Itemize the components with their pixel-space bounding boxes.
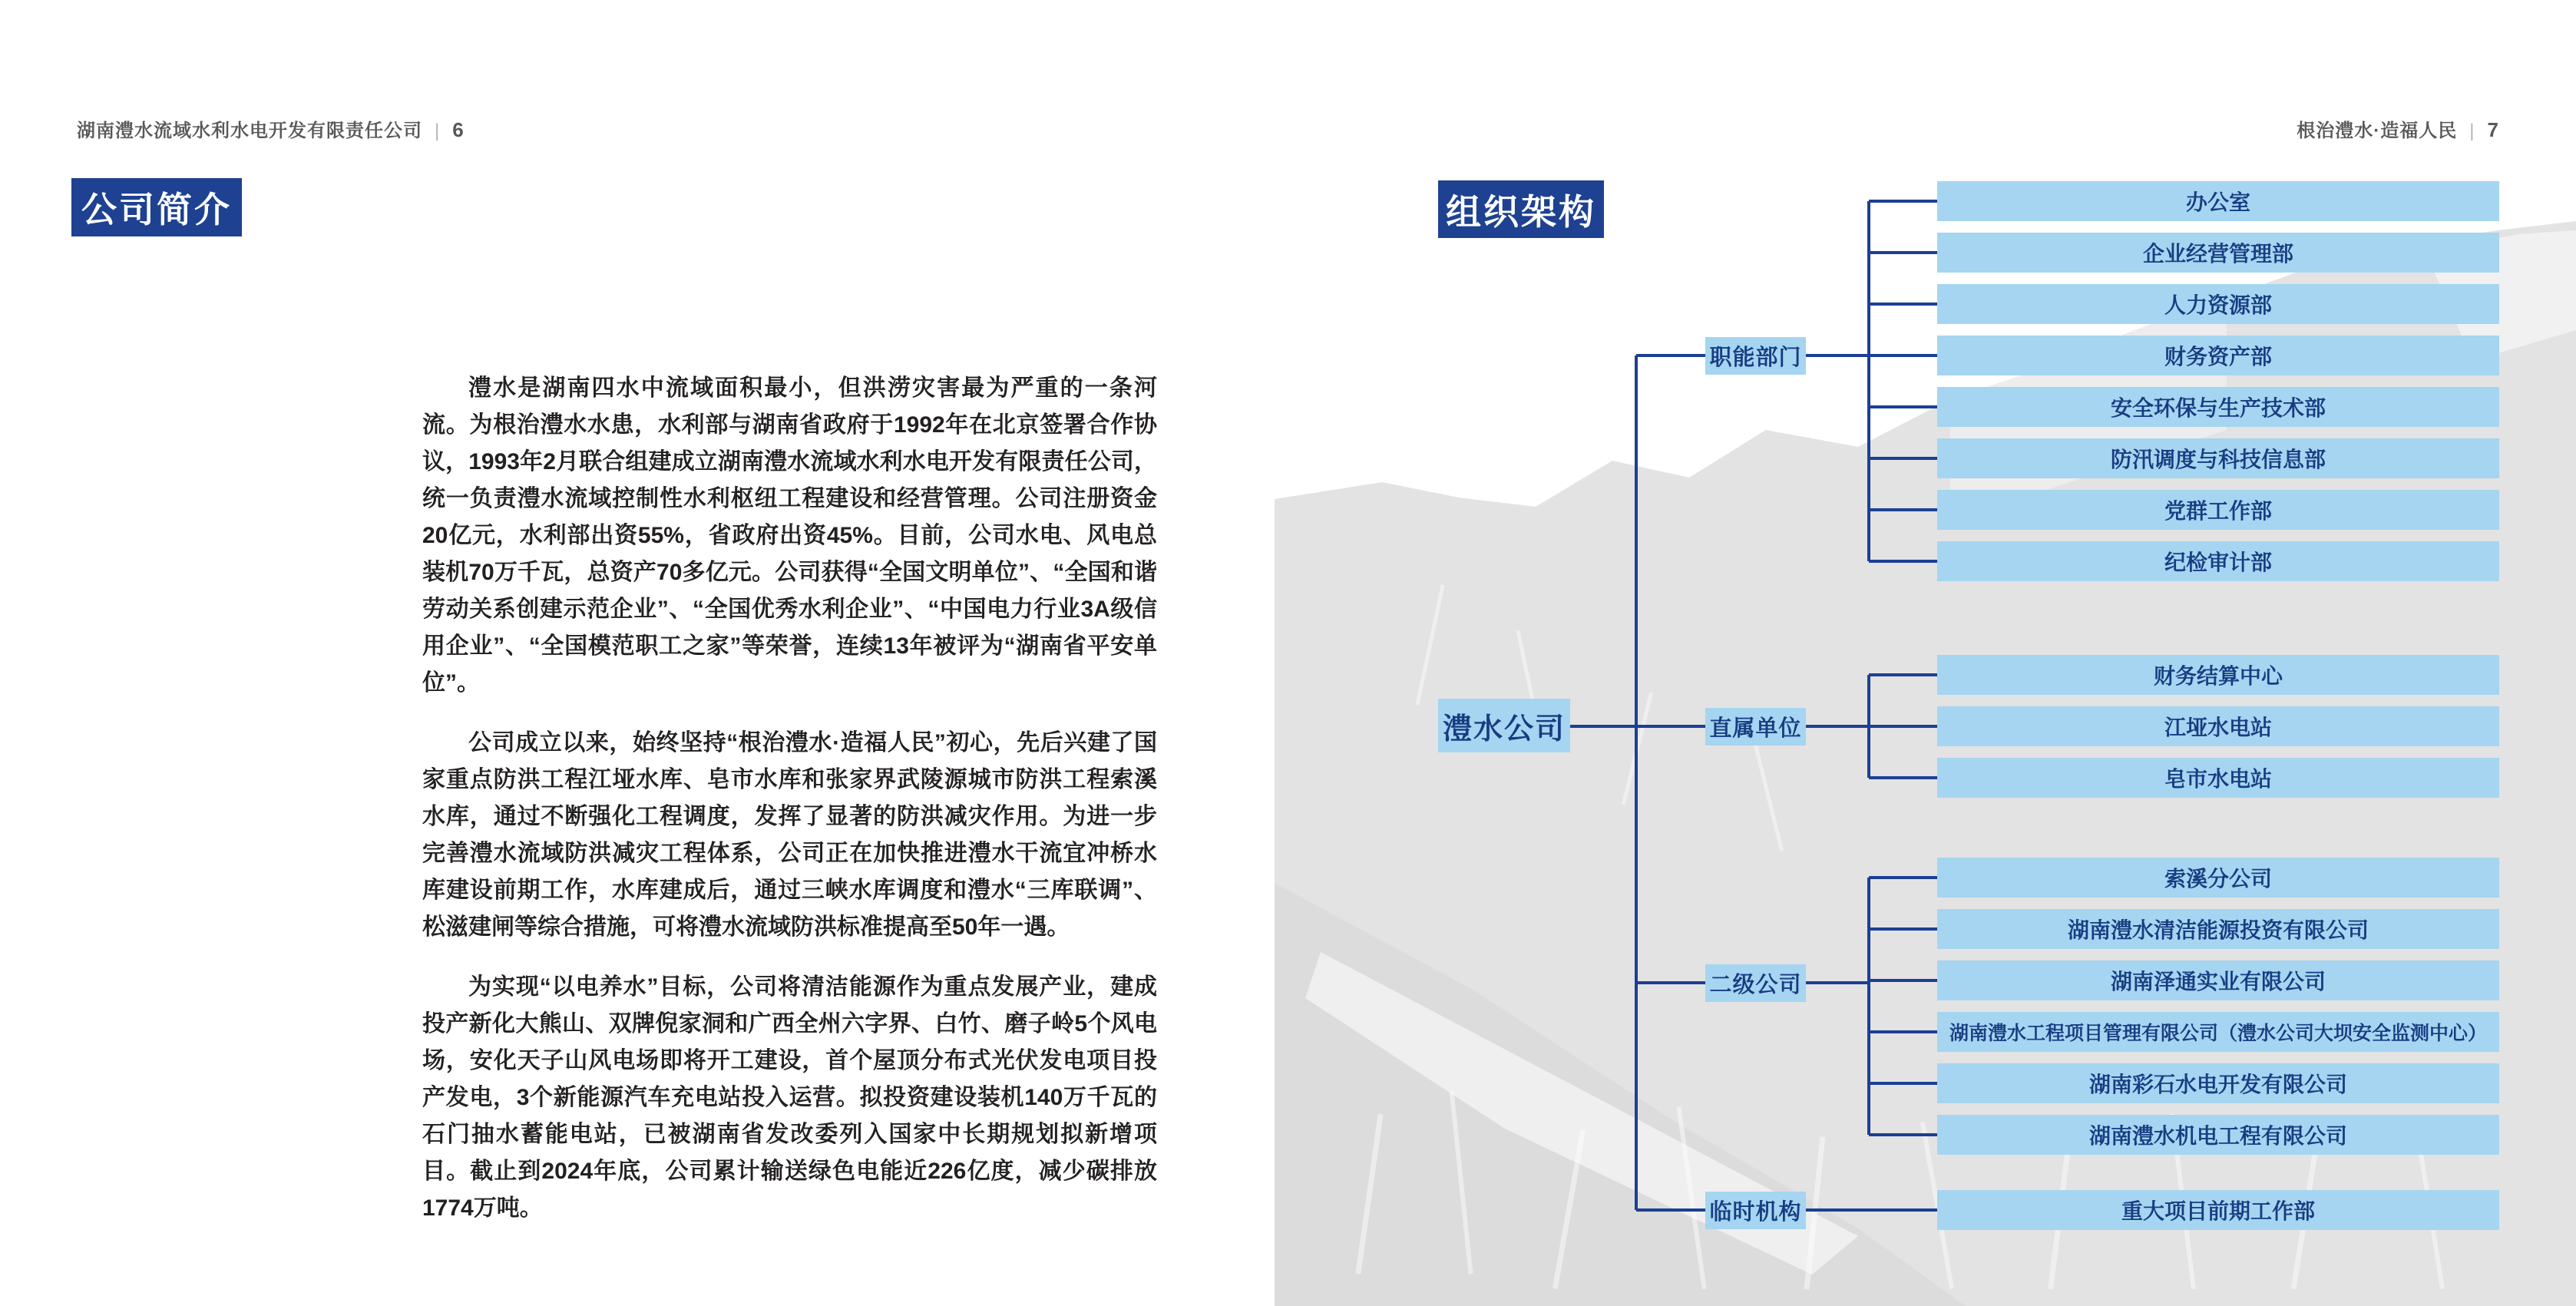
org-child-node: 重大项目前期工作部 <box>1937 1190 2499 1230</box>
org-child-node: 安全环保与生产技术部 <box>1937 387 2499 427</box>
slogan: 根治澧水·造福人民 <box>2297 121 2458 141</box>
org-branch-label: 二级公司 <box>1705 964 1806 1002</box>
org-child-node: 皂市水电站 <box>1937 758 2499 798</box>
company-name: 湖南澧水流域水利水电开发有限责任公司 <box>77 121 422 141</box>
left-page-header <box>77 115 465 142</box>
paragraph-3: 为实现“以电养水”目标，公司将清洁能源作为重点发展产业，建成投产新化大熊山、双牌倪家洞和广西全州六字界、白竹、磨子岭5个风电场，安化天子山风电场即将开工建设，首个屋顶分布式光伏发电项目投产发电，3个新能源汽车充电站投入运营。拟投资建设装机140万千瓦的石门抽水蓄能电站，已被湖南省发改委列入国家中长期规划拟新增项目。截止到2024年底，公司累计输送绿色电能近226亿度，减少碳排放1774万吨。 <box>422 974 1157 1221</box>
org-child-node: 纪检审计部 <box>1937 541 2499 581</box>
org-child-node: 财务结算中心 <box>1937 655 2499 695</box>
org-child-node: 企业经营管理部 <box>1937 233 2499 273</box>
page-number-right: 7 <box>2487 118 2499 141</box>
org-child-node: 党群工作部 <box>1937 490 2499 530</box>
org-child-node: 人力资源部 <box>1937 284 2499 324</box>
section-title-org-structure: 组织架构 <box>1438 180 1604 238</box>
section-title-company-profile: 公司简介 <box>71 178 242 236</box>
org-branch-label: 临时机构 <box>1705 1192 1806 1229</box>
right-page-header <box>2297 115 2499 142</box>
org-child-node: 湖南澧水清洁能源投资有限公司 <box>1937 909 2499 949</box>
org-child-node: 财务资产部 <box>1937 336 2499 375</box>
org-child-node: 索溪分公司 <box>1937 858 2499 898</box>
paragraph-1: 澧水是湖南四水中流域面积最小，但洪涝灾害最为严重的一条河流。为根治澧水水患，水利部与湖南省政府于1992年在北京签署合作协议，1993年2月联合组建成立湖南澧水流域水利水电开发有限责任公司，统一负责澧水流域控制性水利枢纽工程建设和经营管理。公司注册资金20亿元，水利部出资55%，省政府出资45%。目前，公司水电、风电总装机70万千瓦，总资产70多亿元。公司获得“全国文明单位”、“全国和谐劳动关系创建示范企业”、“全国优秀水利企业”、“中国电力行业3A级信用企业”、“全国模范职工之家”等荣誉，连续13年被评为“湖南省平安单位”。 <box>422 375 1157 696</box>
org-root-node: 澧水公司 <box>1438 699 1570 752</box>
page-number-left: 6 <box>452 118 465 141</box>
org-child-node: 湖南澧水工程项目管理有限公司（澧水公司大坝安全监测中心） <box>1937 1012 2499 1052</box>
org-child-node: 办公室 <box>1937 181 2499 221</box>
org-child-node: 江垭水电站 <box>1937 706 2499 746</box>
org-child-node: 湖南泽通实业有限公司 <box>1937 960 2499 1000</box>
org-child-node: 湖南彩石水电开发有限公司 <box>1937 1063 2499 1103</box>
company-profile-text <box>422 370 1157 1250</box>
org-child-node: 防汛调度与科技信息部 <box>1937 438 2499 478</box>
org-branch-label: 直属单位 <box>1705 708 1806 746</box>
header-divider: | <box>435 121 441 141</box>
header-divider: | <box>2469 121 2475 141</box>
org-branch-label: 职能部门 <box>1705 337 1806 375</box>
org-child-node: 湖南澧水机电工程有限公司 <box>1937 1115 2499 1155</box>
paragraph-2: 公司成立以来，始终坚持“根治澧水·造福人民”初心，先后兴建了国家重点防洪工程江垭水库、皂市水库和张家界武陵源城市防洪工程索溪水库，通过不断强化工程调度，发挥了显著的防洪减灾作用。为进一步完善澧水流域防洪减灾工程体系，公司正在加快推进澧水干流宜冲桥水库建设前期工作，水库建成后，通过三峡水库调度和澧水“三库联调”、松滋建闸等综合措施，可将澧水流域防洪标准提高至50年一遇。 <box>422 730 1157 940</box>
